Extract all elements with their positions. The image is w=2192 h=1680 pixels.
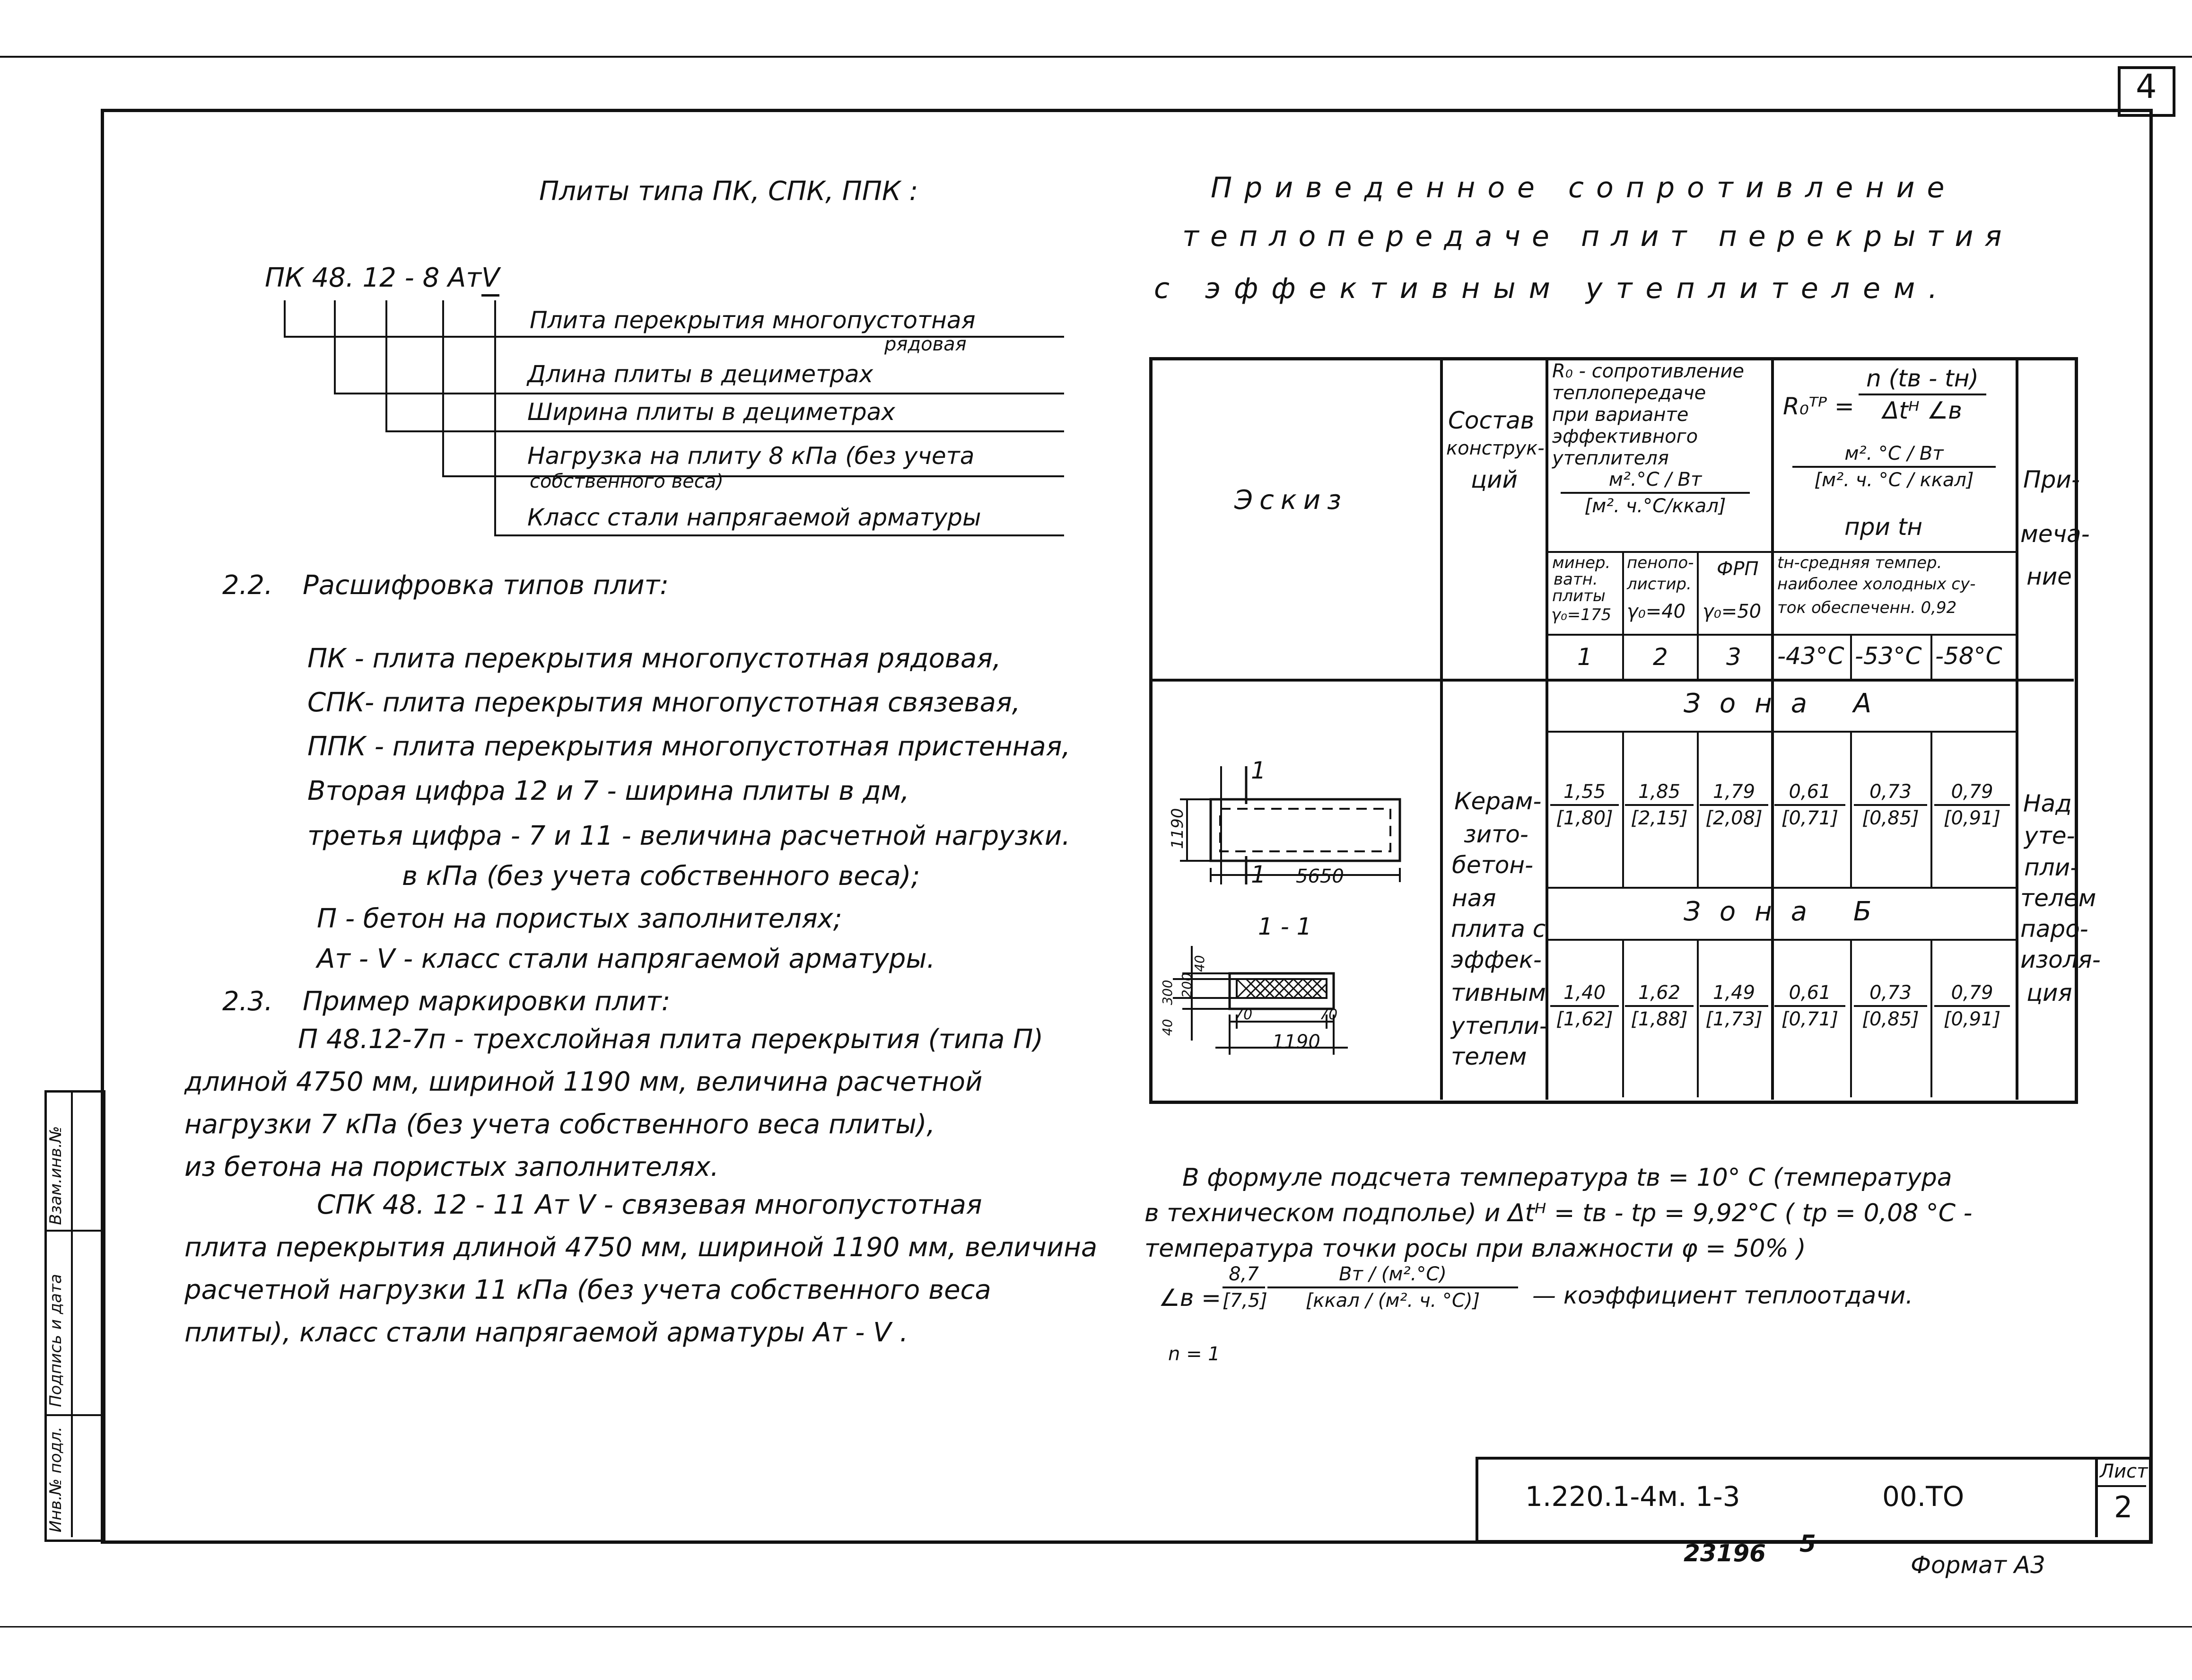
header-sketch: Эскиз <box>1234 485 1348 516</box>
sketch-section-label: 1 - 1 <box>1258 913 1312 940</box>
formula-bot: Δtᴴ ∠в <box>1883 397 1962 424</box>
note-body: ция <box>2026 979 2072 1006</box>
section-number: 2.2. <box>222 570 273 601</box>
sheet-number: 2 <box>2114 1490 2133 1524</box>
zone-a-value <box>1550 780 1619 830</box>
value-bot: [2,15] <box>1631 807 1688 829</box>
leader-line <box>334 300 336 393</box>
sub-mineral: плиты <box>1552 586 1606 605</box>
value-top: 1,40 <box>1550 981 1619 1007</box>
zone-a-value <box>1854 780 1927 830</box>
note-body: изоля- <box>2020 946 2101 973</box>
table-vline <box>1930 939 1932 1097</box>
top-edge-line <box>0 56 2192 58</box>
temp-value: -53°С <box>1855 642 1922 670</box>
value-bot: [0,91] <box>1943 807 2001 829</box>
note-body: Над <box>2023 790 2072 817</box>
note-body: уте- <box>2024 822 2075 849</box>
zone-a-label: Зона А <box>1684 688 1891 719</box>
note-body: пли- <box>2024 854 2079 881</box>
zone-a-value <box>1625 780 1694 830</box>
zone-b-value <box>1625 981 1694 1031</box>
header-r0: теплопередаче <box>1552 382 1706 404</box>
right-title-line: с эффективным утеплителем. <box>1154 272 1951 305</box>
value-bot: [0,71] <box>1781 807 1839 829</box>
code-line <box>265 262 499 293</box>
temp-value: -58°С <box>1935 642 2002 670</box>
table-hline <box>1149 679 2074 682</box>
s23-line: из бетона на пористых заполнителях. <box>184 1152 719 1182</box>
table-vline <box>1771 357 1774 1100</box>
table-vline <box>1850 939 1852 1097</box>
zone-a-value <box>1774 780 1845 830</box>
n-line: n = 1 <box>1168 1343 1220 1365</box>
sketch-plan-width: 1190 <box>1168 808 1187 849</box>
sub-mineral: минер. <box>1552 553 1611 572</box>
s23-line: длиной 4750 мм, шириной 1190 мм, величина расчетной <box>184 1067 983 1097</box>
header-note: При- <box>2023 466 2080 493</box>
value-bot: [1,62] <box>1556 1008 1613 1030</box>
composition-body: бетон- <box>1452 851 1534 879</box>
header-note: меча- <box>2020 520 2090 548</box>
note-line: В формуле подсчета температура tв = 10° С (температура <box>1182 1164 1952 1192</box>
right-title-line: Приведенное сопротивление <box>1211 171 1957 204</box>
s23-line: плиты), класс стали напрягаемой арматуры Ат - V . <box>184 1317 908 1348</box>
s23-line: П 48.12-7п - трехслойная плита перекрытия (типа П) <box>298 1024 1044 1055</box>
header-r0: R₀ - сопротивление <box>1552 360 1744 382</box>
stamp-digit: 5 <box>1799 1530 1816 1558</box>
alpha-unit-bot: [ккал / (м². ч. °С)] <box>1305 1290 1480 1312</box>
composition-body: ная <box>1452 884 1496 912</box>
sub-mineral: ватн. <box>1554 570 1598 589</box>
s23-line: расчетной нагрузки 11 кПа (без учета собственного веса <box>184 1275 991 1305</box>
header-formula-at: при tн <box>1844 513 1923 541</box>
composition-body: зито- <box>1464 821 1528 848</box>
note-line: в техническом подполье) и Δtᴴ = tв - tр = 9,92°С ( tр = 0,08 °С - <box>1144 1199 1973 1227</box>
value-bot: [1,80] <box>1556 807 1613 829</box>
table-hline <box>1546 939 2016 941</box>
legend-line: собственного веса) <box>530 471 724 492</box>
zone-b-value <box>1700 981 1768 1031</box>
value-top: 0,61 <box>1774 780 1845 806</box>
footer-code: 1.220.1-4м. 1-3 <box>1525 1480 1740 1513</box>
alpha-text: — коэффициент теплоотдачи. <box>1532 1282 1913 1309</box>
header-r0-unit <box>1561 468 1750 517</box>
header-composition: Состав <box>1448 407 1535 434</box>
sub-mineral: γ₀=175 <box>1551 605 1612 624</box>
format-label: Формат А3 <box>1911 1551 2045 1579</box>
header-formula-lhs: R₀ᵀᴾ = <box>1783 393 1854 420</box>
zone-b-value <box>1934 981 2010 1031</box>
formula-unit-top: м². °С / Вт <box>1792 442 1996 468</box>
sub-frp: γ₀=50 <box>1703 601 1762 622</box>
sketch-plan-length: 5650 <box>1296 866 1344 887</box>
side-label-inv: Инв.№ подл. <box>46 1426 65 1532</box>
sketch-sec-height: 300 <box>1160 980 1175 1005</box>
legend-line: Класс стали напрягаемой арматуры <box>527 504 981 531</box>
header-note: ние <box>2026 563 2072 590</box>
section-title: Расшифровка типов плит: <box>303 570 669 601</box>
zone-a-value <box>1700 780 1768 830</box>
s23-line: плита перекрытия длиной 4750 мм, шириной 1190 мм, величина <box>184 1232 1098 1263</box>
alpha-lhs: ∠в = <box>1159 1284 1222 1312</box>
sub-frp: ФРП <box>1717 558 1759 580</box>
side-stamp-vdivider <box>71 1090 73 1537</box>
s22-line: ППК - плита перекрытия многопустотная пристенная, <box>307 731 1071 762</box>
header-formula-unit <box>1792 442 1996 491</box>
section-number: 2.3. <box>222 986 273 1017</box>
s23-line: нагрузки 7 кПа (без учета собственного веса плиты), <box>184 1109 935 1140</box>
header-r0: при варианте <box>1552 404 1689 426</box>
alpha-bot: [7,5] <box>1223 1290 1267 1312</box>
composition-body: тивным <box>1451 979 1546 1006</box>
sub-temp: наиболее холодных су- <box>1777 575 1976 594</box>
sub-temp: ток обеспеченн. 0,92 <box>1777 598 1957 617</box>
s22-line: ПК - плита перекрытия многопустотная рядовая, <box>307 643 1001 674</box>
table-vline <box>1622 939 1624 1097</box>
sketch-sec-width: 1190 <box>1272 1031 1320 1053</box>
value-top: 0,61 <box>1774 981 1845 1007</box>
stamp-number: 23196 <box>1684 1540 1766 1567</box>
side-label-signature: Подпись и дата <box>46 1274 65 1407</box>
formula-top: n (tв - tн) <box>1859 364 1986 395</box>
bottom-edge-line <box>0 1626 2192 1628</box>
value-top: 0,79 <box>1934 780 2010 806</box>
table-hline <box>1546 731 2016 733</box>
side-label-replace: Взам.инв.№ <box>46 1126 65 1225</box>
value-top: 1,62 <box>1625 981 1694 1007</box>
zone-b-value <box>1550 981 1619 1031</box>
leader-line <box>442 300 444 475</box>
table-vline <box>1697 939 1699 1097</box>
table-vline <box>1622 731 1624 887</box>
value-top: 0,73 <box>1854 780 1927 806</box>
legend-line: рядовая <box>884 333 967 355</box>
table-hline <box>1546 634 2016 636</box>
s22-line: Вторая цифра 12 и 7 - ширина плиты в дм, <box>307 776 909 806</box>
sub-foam: пенопо- <box>1627 553 1694 572</box>
table-vline <box>1850 634 1852 679</box>
sketch-sec-height: 40 <box>1192 955 1207 972</box>
title-block-divider <box>2095 1485 2146 1487</box>
value-bot: [0,85] <box>1862 807 1919 829</box>
s22-line: П - бетон на пористых заполнителях; <box>317 903 842 934</box>
code-line-text: ПК 48. 12 - 8 Ат <box>265 262 481 293</box>
col-number: 2 <box>1653 643 1668 671</box>
sketch-sec-edge: 70 <box>1319 1006 1338 1023</box>
value-top: 0,79 <box>1934 981 2010 1007</box>
value-bot: [0,91] <box>1943 1008 2001 1030</box>
alpha-top: 8,7 <box>1223 1263 1265 1288</box>
s22-line: СПК- плита перекрытия многопустотная связевая, <box>307 687 1021 718</box>
title-block-divider <box>2095 1457 2098 1537</box>
footer-suffix: 00.ТО <box>1882 1480 1965 1513</box>
legend-line: Нагрузка на плиту 8 кПа (без учета <box>527 442 975 470</box>
header-composition: конструк- <box>1446 438 1545 459</box>
table-hline <box>1771 551 2016 553</box>
sketch-sec-height: 200 <box>1179 972 1195 998</box>
leader-line <box>284 300 286 336</box>
alpha-unit-top: Вт / (м².°С) <box>1267 1263 1518 1288</box>
sketch-sec-height: 40 <box>1160 1019 1175 1036</box>
composition-body: утепли- <box>1451 1012 1548 1040</box>
legend-line: Длина плиты в дециметрах <box>527 360 873 388</box>
leader-line <box>494 300 496 534</box>
header-composition: ций <box>1471 466 1518 493</box>
header-formula <box>1859 364 1986 425</box>
col-number: 3 <box>1726 643 1741 671</box>
leader-line <box>385 430 1064 432</box>
value-top: 1,79 <box>1700 780 1768 806</box>
table-vline <box>1930 634 1932 679</box>
sketch-mark: 1 <box>1251 757 1266 784</box>
section-title: Пример маркировки плит: <box>303 986 671 1017</box>
leader-line <box>385 300 387 430</box>
value-top: 1,55 <box>1550 780 1619 806</box>
s22-line: в кПа (без учета собственного веса); <box>402 861 920 892</box>
table-vline <box>2016 357 2018 1100</box>
s23-line: СПК 48. 12 - 11 Ат V - связевая многопустотная <box>317 1190 982 1220</box>
legend-line: Ширина плиты в дециметрах <box>527 398 895 426</box>
value-bot: [1,88] <box>1631 1008 1688 1030</box>
composition-body: плита с <box>1451 915 1546 943</box>
table-vline <box>1850 731 1852 887</box>
composition-body: телем <box>1451 1043 1527 1070</box>
zone-b-value <box>1774 981 1845 1031</box>
zone-b-value <box>1854 981 1927 1031</box>
left-title: Плиты типа ПК, СПК, ППК : <box>539 176 918 207</box>
note-body: телем <box>2020 884 2096 912</box>
value-top: 1,49 <box>1700 981 1768 1007</box>
table-vline <box>1622 551 1624 679</box>
r0-unit-top: м².°С / Вт <box>1561 468 1750 494</box>
value-bot: [0,71] <box>1781 1008 1839 1030</box>
sheet-label: Лист <box>2100 1461 2148 1482</box>
note-line: температура точки росы при влажности φ = 50% ) <box>1144 1234 1806 1263</box>
code-line-roman: V <box>481 262 499 297</box>
alpha-value <box>1223 1263 1265 1312</box>
sub-foam: листир. <box>1627 575 1692 594</box>
zone-b-label: Зона Б <box>1684 896 1891 927</box>
zone-a-value <box>1934 780 2010 830</box>
right-title-line: теплопередаче плит перекрытия <box>1182 220 2013 253</box>
temp-value: -43°С <box>1777 642 1844 670</box>
table-vline <box>1930 731 1932 887</box>
leader-line <box>494 534 1064 536</box>
formula-unit-bot: [м². ч. °С / ккал] <box>1814 469 1974 491</box>
header-r0: утеплителя <box>1552 447 1669 469</box>
header-r0: эффективного <box>1552 426 1698 447</box>
legend-line: Плита перекрытия многопустотная <box>530 306 976 334</box>
table-vline <box>1440 357 1443 1100</box>
composition-body: эффек- <box>1451 946 1542 973</box>
table-hline <box>1546 887 2016 889</box>
composition-body: Керам- <box>1454 788 1542 815</box>
s22-line: Ат - V - класс стали напрягаемой арматуры. <box>317 944 935 974</box>
value-bot: [2,08] <box>1705 807 1763 829</box>
col-number: 1 <box>1577 643 1592 671</box>
corner-number: 4 <box>2136 67 2157 106</box>
sub-temp: tн-средняя темпер. <box>1777 553 1942 572</box>
value-bot: [1,73] <box>1705 1008 1763 1030</box>
table-vline <box>1697 731 1699 887</box>
sub-foam: γ₀=40 <box>1627 601 1686 622</box>
sketch-sec-edge: 70 <box>1234 1006 1253 1023</box>
note-body: паро- <box>2020 915 2088 943</box>
table-hline <box>1546 551 1771 553</box>
sketch-mark: 1 <box>1251 861 1266 888</box>
r0-unit-bot: [м². ч.°С/ккал] <box>1584 495 1726 517</box>
value-bot: [0,85] <box>1862 1008 1919 1030</box>
s22-line: третья цифра - 7 и 11 - величина расчетной нагрузки. <box>307 821 1071 851</box>
alpha-unit <box>1267 1263 1518 1312</box>
value-top: 1,85 <box>1625 780 1694 806</box>
table-vline <box>1697 551 1699 679</box>
value-top: 0,73 <box>1854 981 1927 1007</box>
